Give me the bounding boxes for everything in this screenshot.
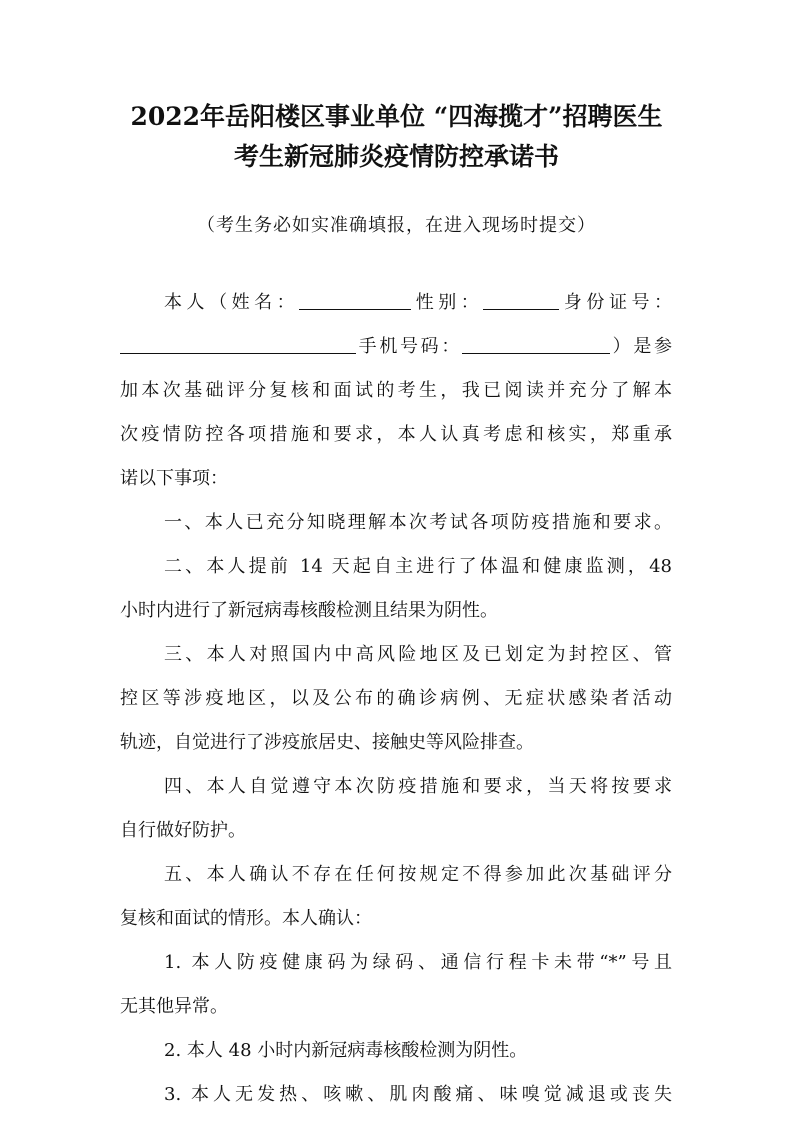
pledge-item-3-line-3: 轨迹，自觉进行了涉疫旅居史、接触史等风险排查。 [120, 732, 534, 753]
pledge-item-2-line-1: 二、本人提前 14 天起自主进行了体温和健康监测，48 [164, 556, 672, 577]
pledge-item-5-line-2: 复核和面试的情形。本人确认： [120, 908, 372, 929]
pledge-line-2 [120, 334, 672, 360]
pledge-item-1: 一、本人已充分知晓理解本次考试各项防疫措施和要求。 [164, 512, 672, 533]
intro-suffix: ）是参 [610, 336, 672, 357]
document-title-line-1: 2022年岳阳楼区事业单位 “四海揽才”招聘医生 [130, 102, 663, 131]
id-label: 身份证号： [559, 292, 673, 313]
name-label: 本人（姓名： [164, 292, 300, 313]
pledge-line-3: 加本次基础评分复核和面试的考生，我已阅读并充分了解本 [120, 380, 672, 401]
pledge-item-3-line-2: 控区等涉疫地区，以及公布的确诊病例、无症状感染者活动 [120, 688, 672, 709]
phone-label: 手机号码： [356, 336, 462, 357]
pledge-subitem-2: 2. 本人 48 小时内新冠病毒核酸检测为阴性。 [164, 1040, 528, 1061]
pledge-line-1 [164, 290, 672, 316]
gender-blank[interactable] [483, 291, 559, 310]
pledge-subitem-3: 3. 本人无发热、咳嗽、肌肉酸痛、味嗅觉减退或丧失 [164, 1084, 672, 1105]
pledge-item-4-line-2: 自行做好防护。 [120, 820, 246, 841]
document-subtitle: （考生务必如实准确填报，在进入现场时提交） [197, 215, 596, 236]
pledge-subitem-1-line-2: 无其他异常。 [120, 996, 228, 1017]
pledge-line-5: 诺以下事项： [120, 468, 228, 489]
id-number-blank[interactable] [120, 335, 356, 354]
name-blank[interactable] [299, 291, 411, 310]
pledge-item-4-line-1: 四、本人自觉遵守本次防疫措施和要求，当天将按要求 [164, 776, 672, 797]
pledge-item-2-line-2: 小时内进行了新冠病毒核酸检测且结果为阴性。 [120, 600, 498, 621]
gender-label: 性别： [411, 292, 484, 313]
pledge-item-5-line-1: 五、本人确认不存在任何按规定不得参加此次基础评分 [164, 864, 672, 885]
pledge-item-3-line-1: 三、本人对照国内中高风险地区及已划定为封控区、管 [164, 644, 672, 665]
document-title-line-2: 考生新冠肺炎疫情防控承诺书 [233, 142, 559, 171]
phone-blank[interactable] [462, 335, 610, 354]
pledge-subitem-1-line-1: 1. 本人防疫健康码为绿码、通信行程卡未带“*”号且 [164, 952, 672, 973]
pledge-line-4: 次疫情防控各项措施和要求，本人认真考虑和核实，郑重承 [120, 424, 672, 445]
